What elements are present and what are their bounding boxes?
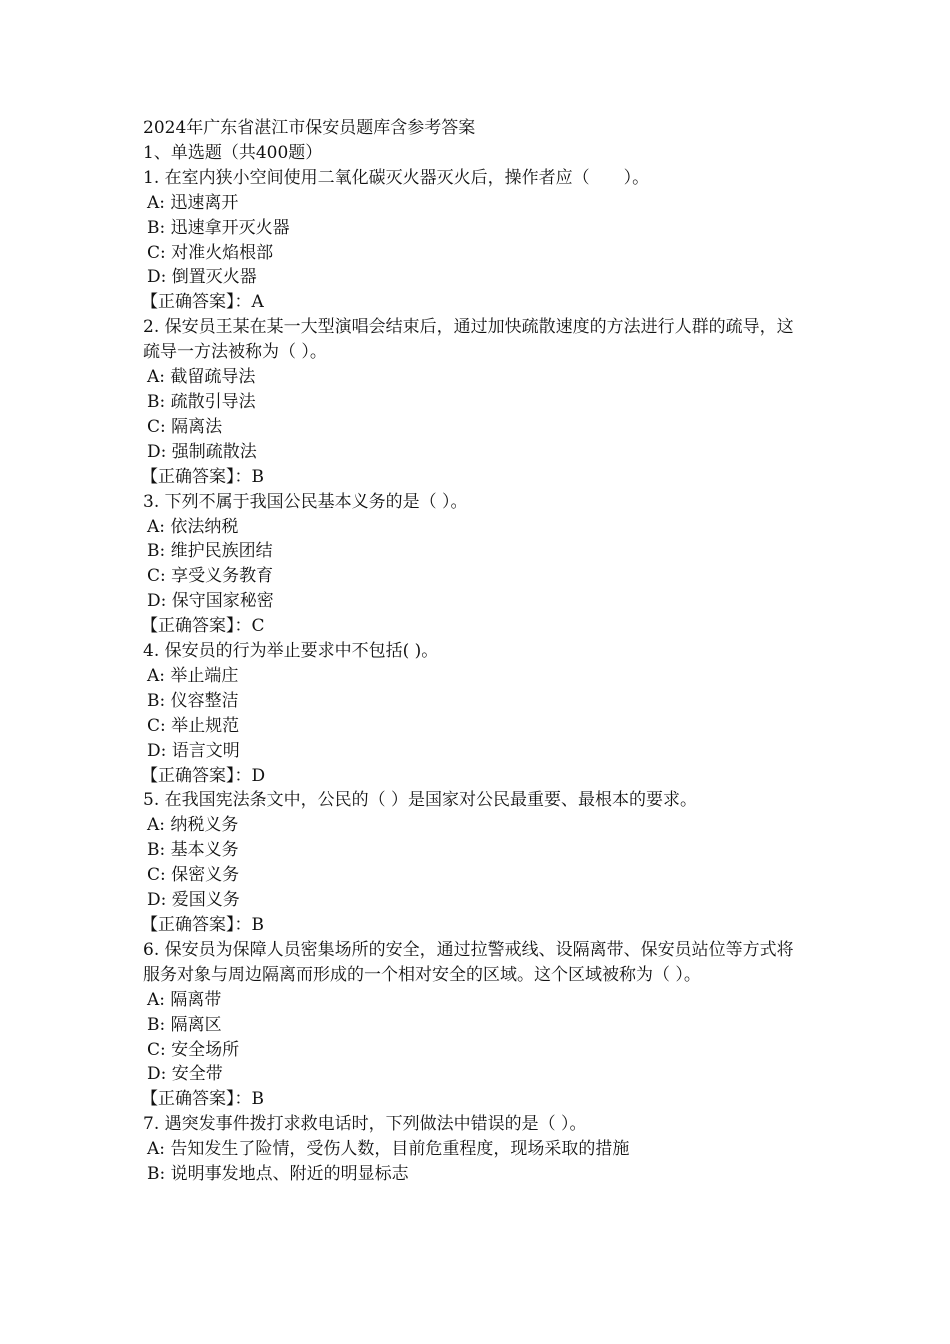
- option-a: A: 迅速离开: [147, 192, 239, 213]
- question-block: [143, 315, 808, 489]
- answer-letter: B: [251, 466, 264, 487]
- option-d: D: 安全带: [147, 1064, 223, 1085]
- option-a: A: 告知发生了险情，受伤人数，目前危重程度，现场采取的措施: [147, 1139, 630, 1160]
- option-b: B: 基本义务: [147, 840, 239, 861]
- option-c: C: 安全场所: [147, 1039, 240, 1060]
- option-b: B: 隔离区: [147, 1014, 222, 1035]
- correct-answer: [141, 614, 808, 639]
- question-block: [143, 1112, 808, 1187]
- document-title: 2024年广东省湛江市保安员题库含参考答案: [143, 118, 476, 138]
- option-a: A: 举止端庄: [147, 665, 239, 686]
- question-stem: 1. 在室内狭小空间使用二氧化碳灭火器灭火后，操作者应（ ）。: [143, 167, 650, 188]
- question-block: [143, 788, 808, 937]
- option-b: B: 维护民族团结: [147, 541, 273, 562]
- answer-letter: C: [251, 616, 265, 637]
- option-b: B: 说明事发地点、附近的明显标志: [147, 1164, 409, 1185]
- question-stem: 6. 保安员为保障人员密集场所的安全，通过拉警戒线、设隔离带、保安员站位等方式将服务对象与周边隔离而形成的一个相对安全的区域。这个区域被称为（ ）。: [143, 939, 794, 985]
- option-c: C: 保密义务: [147, 865, 240, 886]
- question-stem: 2. 保安员王某在某一大型演唱会结束后，通过加快疏散速度的方法进行人群的疏导，这疏导一方法被称为（ ）。: [143, 317, 794, 363]
- section-heading: 1、单选题（共400题）: [143, 142, 323, 163]
- answer-prefix: 【正确答案】：: [141, 616, 252, 637]
- answer-prefix: 【正确答案】：: [141, 1089, 252, 1110]
- answer-prefix: 【正确答案】：: [141, 466, 252, 487]
- correct-answer: [141, 1087, 808, 1112]
- option-a: A: 纳税义务: [147, 815, 239, 836]
- option-d: D: 爱国义务: [147, 890, 240, 911]
- answer-prefix: 【正确答案】：: [141, 292, 252, 313]
- question-stem: 3. 下列不属于我国公民基本义务的是（ ）。: [143, 491, 468, 512]
- option-a: A: 截留疏导法: [147, 367, 256, 388]
- option-b: B: 迅速拿开灭火器: [147, 217, 290, 238]
- question-block: [143, 938, 808, 1112]
- option-a: A: 依法纳税: [147, 516, 239, 537]
- answer-prefix: 【正确答案】：: [141, 915, 252, 935]
- answer-letter: D: [251, 765, 266, 786]
- correct-answer: [141, 290, 808, 315]
- question-block: [143, 490, 808, 639]
- option-c: C: 举止规范: [147, 715, 240, 736]
- correct-answer: [141, 764, 808, 789]
- document-page: [143, 116, 808, 1187]
- answer-letter: B: [251, 915, 264, 935]
- correct-answer: [141, 913, 808, 938]
- answer-prefix: 【正确答案】：: [141, 765, 252, 786]
- question-block: [143, 639, 808, 788]
- option-a: A: 隔离带: [147, 989, 222, 1010]
- option-d: D: 语言文明: [147, 740, 240, 761]
- answer-letter: B: [251, 1089, 264, 1110]
- option-b: B: 疏散引导法: [147, 391, 256, 412]
- question-block: [143, 166, 808, 315]
- option-d: D: 保守国家秘密: [147, 591, 274, 612]
- option-c: C: 享受义务教育: [147, 566, 274, 587]
- option-c: C: 隔离法: [147, 416, 223, 437]
- answer-letter: A: [251, 292, 264, 313]
- option-d: D: 倒置灭火器: [147, 267, 257, 288]
- question-stem: 7. 遇突发事件拨打求救电话时，下列做法中错误的是（ ）。: [143, 1114, 587, 1135]
- option-d: D: 强制疏散法: [147, 441, 257, 462]
- option-b: B: 仪容整洁: [147, 690, 239, 711]
- option-c: C: 对准火焰根部: [147, 242, 274, 263]
- correct-answer: [141, 465, 808, 490]
- question-stem: 4. 保安员的行为举止要求中不包括( )。: [143, 641, 439, 662]
- question-stem: 5. 在我国宪法条文中，公民的（ ）是国家对公民最重要、最根本的要求。: [143, 790, 698, 811]
